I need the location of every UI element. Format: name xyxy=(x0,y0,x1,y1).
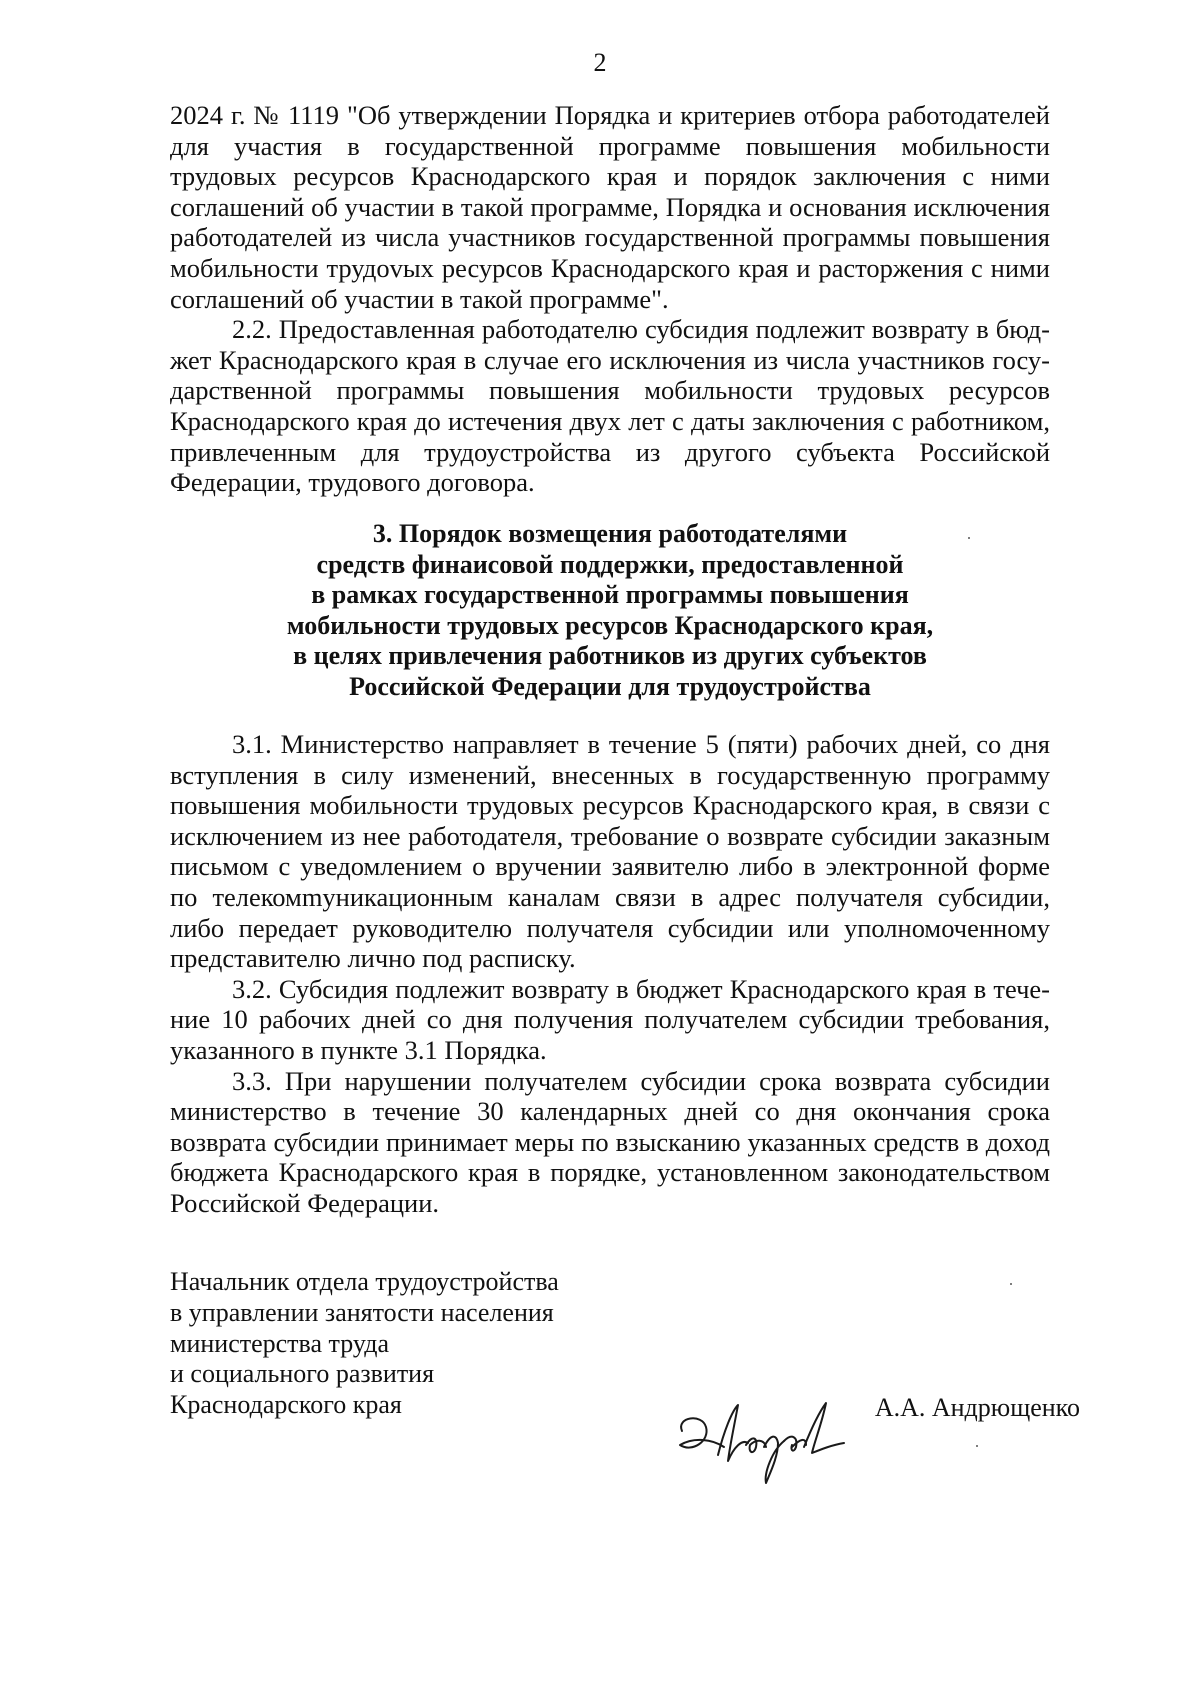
heading-line: в рамках государственной программы повышения xyxy=(311,580,909,610)
continuation-block xyxy=(170,100,1050,498)
heading-line: Российской Федерации для трудоустройства xyxy=(349,671,871,701)
heading-line: 3. Порядок возмещения работодателями xyxy=(372,519,848,548)
heading-line: мобильности трудовых ресурсов Краснодарского края, xyxy=(286,610,934,640)
position-line: министерства труда xyxy=(170,1328,389,1358)
page-number: 2 xyxy=(593,48,607,77)
paragraph-2-2: 2.2. Предоставленная работодателю субсидия подлежит возврату в бюджет Краснодарского края в случае его исключения из числа участников государственной программы повышения мобильности трудовых ресурсов Краснодарского края до истечения двух лет с даты заключения с работником, привлеченным для трудоустройства из другого субъекта Российской Федерации, трудового договора. xyxy=(170,314,1050,498)
heading-line: средств финаисовой поддержки, предоставленной xyxy=(316,549,904,579)
position-line: Начальник отдела трудоустройства xyxy=(170,1267,559,1296)
section-3-body xyxy=(170,729,1050,1219)
paragraph-3-2: 3.2. Субсидия подлежит возврату в бюджет Краснодарского края в течение 10 рабочих дней со дня получения получателем субсидии требования, указанного в пункте 3.1 Порядка. xyxy=(170,973,1050,1065)
paragraph-3-1: 3.1. Министерство направляет в течение 5 (пяти) рабочих дней, со дня вступления в силу изменений, внесенных в государственную программу повышения мобильности трудовых ресурсов Краснодарского края, в связи с исключением из нее работодателя, требование о возврате субсидии заказным письмом с уведомлением о вручении заявителю либо в электронной форме по телекомmуникационным каналам связи в адрес получателя субсидии, либо передает руководителю получателя субсидии или уполномоченному представителю лично под расписку. xyxy=(170,729,1050,974)
paragraph-2-1-continuation: 2024 г. № 1119 "Об утверждении Порядка и критериев отбора работодателей для участия в государственной программе повышения мобильности трудовых ресурсов Краснодарского края и порядок заключения с ними соглашений об участии в такой программе, Порядка и основания исключения работодателей из числа участников государственной программы повышения мобильности трудоvых ресурсов Краснодарского края и расторжения с ними соглашений об участии в такой программе". xyxy=(170,100,1050,314)
scan-speck xyxy=(1010,1283,1012,1285)
section-3-heading xyxy=(170,519,1050,703)
paragraph-3-3: 3.3. При нарушении получателем субсидии срока возврата субсидии министерство в течение 30 календарных дней со дня окончания срока возврата субсидии принимает меры по взысканию указанных средств в доход бюджета Краснодарского края в порядке, установленном законодательством Российской Федерации. xyxy=(170,1065,1050,1218)
scan-speck xyxy=(968,537,970,539)
position-line: и социального развития xyxy=(170,1359,435,1389)
signer-name: А.А. Андрющенко xyxy=(874,1393,1080,1422)
position-line: Краснодарского края xyxy=(170,1390,402,1420)
scan-speck xyxy=(976,1445,978,1447)
handwritten-signature-icon xyxy=(672,1387,852,1497)
signatory-position xyxy=(170,1267,590,1421)
position-line: в управлении занятости населения xyxy=(170,1297,554,1327)
heading-line: в целях привлечения работников из других субъектов xyxy=(293,641,927,671)
